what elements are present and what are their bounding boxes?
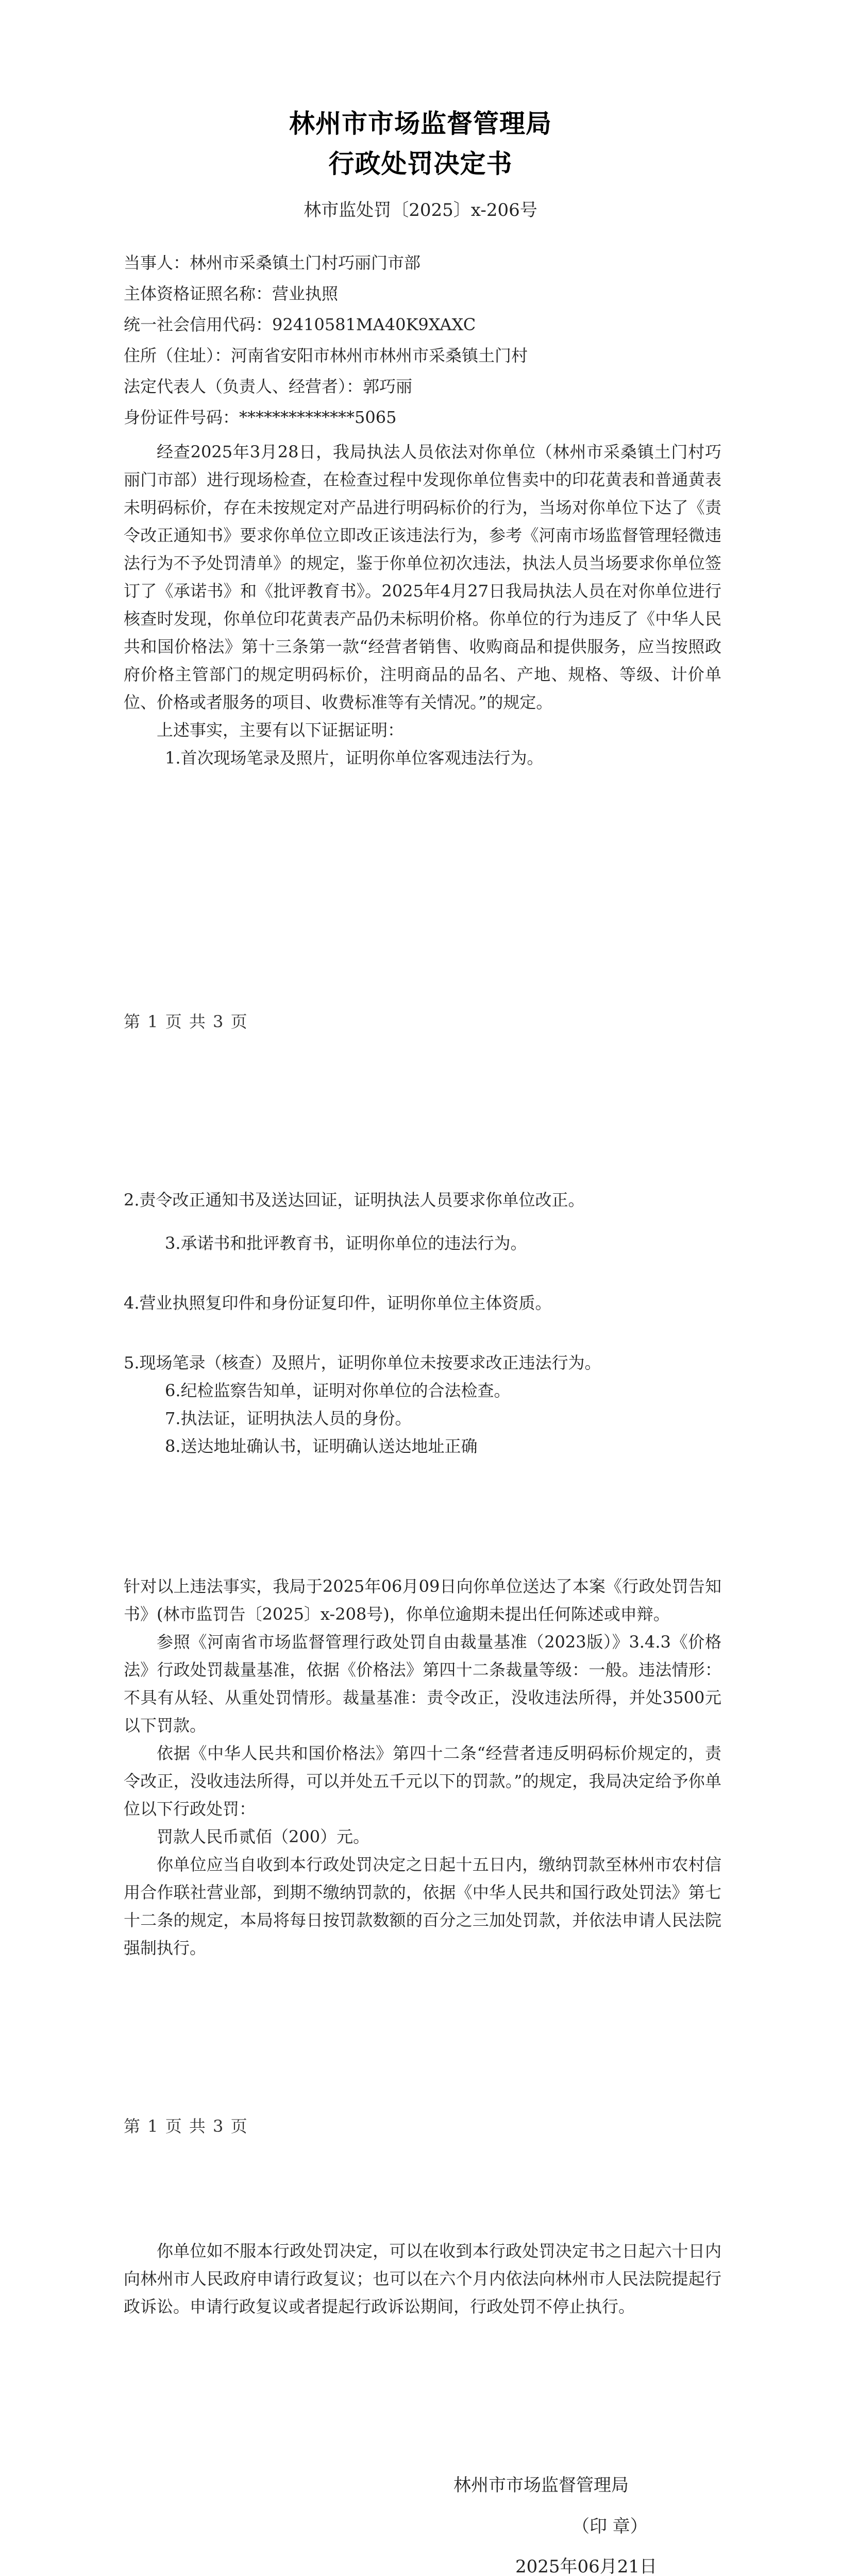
id-number-field <box>124 402 721 433</box>
appeal-section <box>124 2237 721 2320</box>
document-number: 林市监处罚〔2025〕x-206号 <box>304 200 537 221</box>
evidence-item-4: 4.营业执照复印件和身份证复印件，证明你单位主体资质。 <box>124 1293 552 1313</box>
page-2 <box>0 1088 841 2176</box>
legal-rep-value: 郭巧丽 <box>363 377 413 396</box>
signature-date: 2025年06月21日 <box>515 2556 658 2576</box>
page-3 <box>0 2176 841 2576</box>
signature-org: 林州市市场监督管理局 <box>453 2475 629 2496</box>
cert-name-field <box>124 278 721 309</box>
decision-body <box>124 1572 721 1962</box>
signature-seal: （印 章） <box>572 2516 648 2537</box>
document-title-line2: 行政处罚决定书 <box>328 148 513 179</box>
legal-basis-paragraph: 依据《中华人民共和国价格法》第四十二条“经营者违反明码标价规定的，责令改正，没收违法所得，可以并处五千元以下的罚款。”的规定，我局决定给予你单位以下行政处罚： <box>124 1743 721 1819</box>
discretion-paragraph: 参照《河南省市场监督管理行政处罚自由裁量基准（2023版）》3.4.3《价格法》行政处罚裁量基准，依据《价格法》第四十二条裁量等级：一般。违法情形：不具有从轻、从重处罚情形。裁量基准：责令改正，没收违法所得，并处3500元以下罚款。 <box>124 1632 721 1735</box>
page-1 <box>0 0 841 1088</box>
evidence-item-6: 6.纪检监察告知单，证明对你单位的合法检查。 <box>165 1381 511 1400</box>
party-label: 当事人： <box>124 253 190 273</box>
party-field <box>124 247 721 278</box>
evidence-item-8: 8.送达地址确认书，证明确认送达地址正确 <box>165 1436 478 1456</box>
legal-rep-label: 法定代表人（负责人、经营者）： <box>124 377 363 396</box>
evidence-item-1: 1.首次现场笔录及照片，证明你单位客观违法行为。 <box>165 748 544 768</box>
payment-paragraph: 你单位应当自收到本行政处罚决定之日起十五日内，缴纳罚款至林州市农村信用合作联社营业部，到期不缴纳罚款的，依据《中华人民共和国行政处罚法》第七十二条的规定，本局将每日按罚款数额的百分之三加处罚款，并依法申请人民法院强制执行。 <box>124 1855 721 1958</box>
page1-body <box>124 438 721 772</box>
evidence-item-7: 7.执法证，证明执法人员的身份。 <box>165 1409 412 1428</box>
address-label: 住所（住址）： <box>124 346 231 365</box>
cert-name-value: 营业执照 <box>272 284 339 303</box>
credit-code-value: 92410581MA40K9XAXC <box>272 315 476 334</box>
party-value: 林州市采桑镇土门村巧丽门市部 <box>190 253 421 273</box>
party-info <box>124 247 721 433</box>
cert-name-label: 主体资格证照名称： <box>124 284 273 303</box>
document-title-line1: 林州市市场监督管理局 <box>289 108 552 139</box>
credit-code-label: 统一社会信用代码： <box>124 315 273 334</box>
facts-paragraph: 经查2025年3月28日，我局执法人员依法对你单位（林州市采桑镇土门村巧丽门市部）进行现场检查，在检查过程中发现你单位售卖中的印花黄表和普通黄表未明码标价，存在未按规定对产品进行明码标价的行为，当场对你单位下达了《责令改正通知书》要求你单位立即改正该违法行为，参考《河南市场监督管理轻微违法行为不予处罚清单》的规定，鉴于你单位初次违法，执法人员当场要求你单位签订了《承诺书》和《批评教育书》。2025年4月27日我局执法人员在对你单位进行核查时发现，你单位印花黄表产品仍未标明价格。你单位的行为违反了《中华人民共和国价格法》第十三条第一款“经营者销售、收购商品和提供服务，应当按照政府价格主管部门的规定明码标价，注明商品的品名、产地、规格、等级、计价单位、价格或者服务的项目、收费标准等有关情况。”的规定。 <box>124 442 721 712</box>
address-field <box>124 340 721 371</box>
page-footer-1: 第 1 页 共 3 页 <box>124 1012 248 1031</box>
evidence-item-2: 2.责令改正通知书及送达回证，证明执法人员要求你单位改正。 <box>124 1190 585 1210</box>
evidence-intro: 上述事实，主要有以下证据证明： <box>157 720 405 740</box>
evidence-item-3: 3.承诺书和批评教育书，证明你单位的违法行为。 <box>165 1233 527 1253</box>
fine-paragraph: 罚款人民币贰佰（200）元。 <box>157 1827 370 1846</box>
evidence-list <box>124 1186 721 1460</box>
credit-code-field <box>124 309 721 340</box>
id-number-label: 身份证件号码： <box>124 408 240 427</box>
appeal-paragraph: 你单位如不服本行政处罚决定，可以在收到本行政处罚决定书之日起六十日内向林州市人民政府申请行政复议；也可以在六个月内依法向林州市人民法院提起行政诉讼。申请行政复议或者提起行政诉讼期间，行政处罚不停止执行。 <box>124 2241 721 2316</box>
address-value: 河南省安阳市林州市林州市采桑镇土门村 <box>231 346 528 365</box>
id-number-value: **************5065 <box>239 408 397 427</box>
notice-paragraph: 针对以上违法事实，我局于2025年06月09日向你单位送达了本案《行政处罚告知书》(林市监罚告〔2025〕x-208号)，你单位逾期未提出任何陈述或申辩。 <box>124 1577 721 1624</box>
legal-rep-field <box>124 371 721 402</box>
evidence-item-5: 5.现场笔录（核查）及照片，证明你单位未按要求改正违法行为。 <box>124 1353 601 1372</box>
page-footer-2: 第 1 页 共 3 页 <box>124 2116 248 2136</box>
